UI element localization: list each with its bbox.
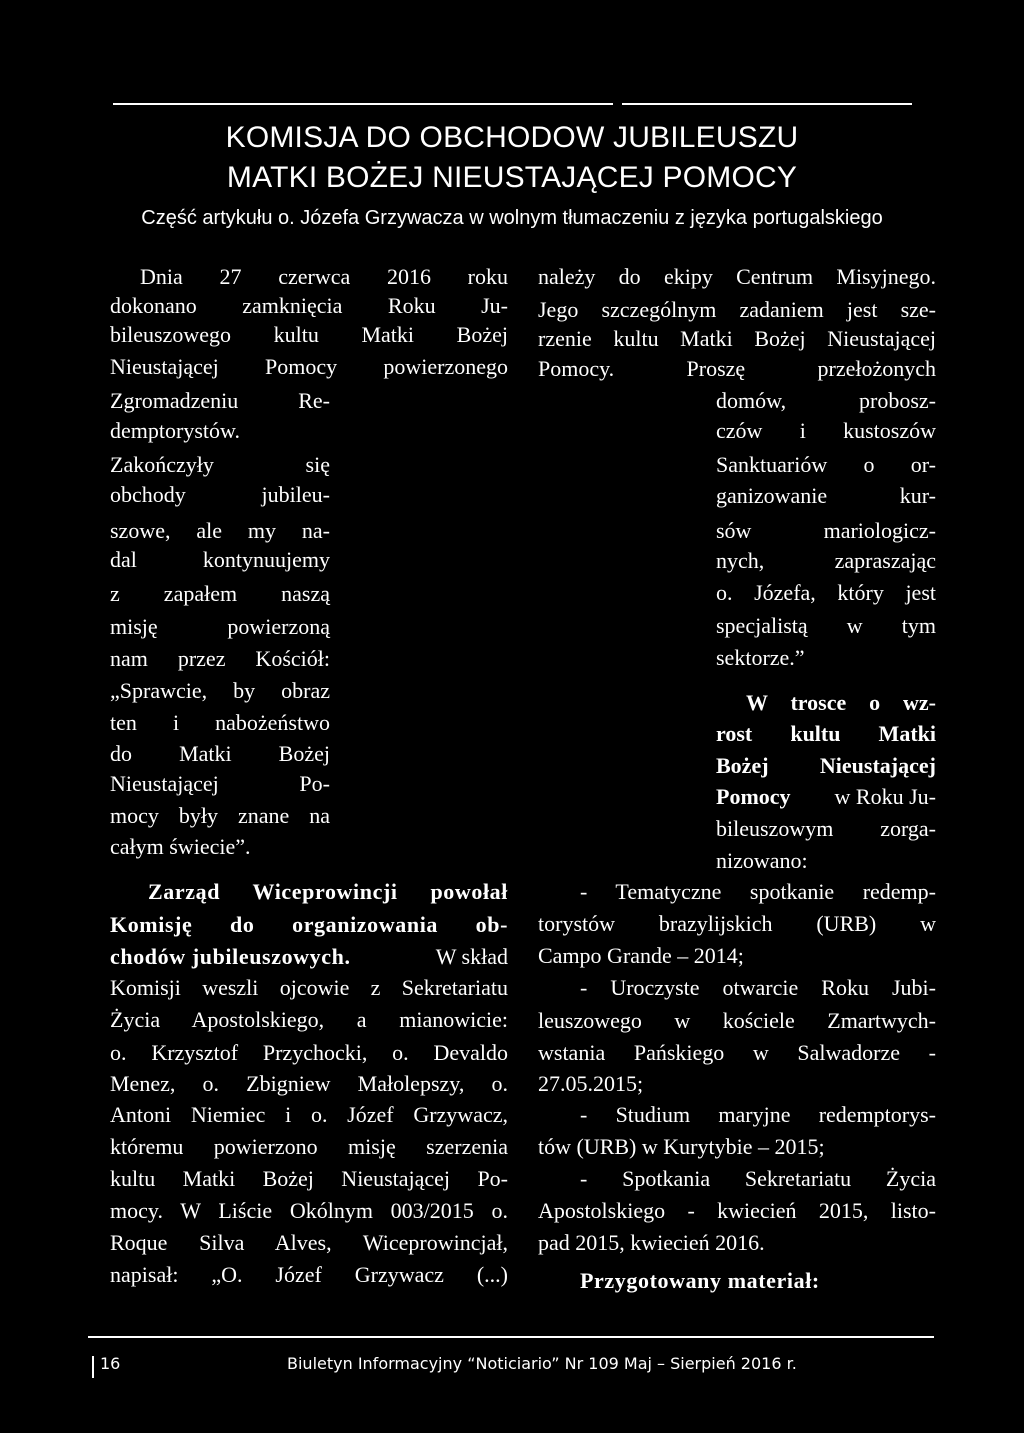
text-line-bold: Przygotowany materiał: (580, 1268, 820, 1293)
text-line: mocy. W Liście Okólnym 003/2015 o. (110, 1198, 508, 1223)
page-title-line-1: KOMISJA DO OBCHODOW JUBILEUSZU (225, 121, 799, 154)
text-line: - Tematyczne spotkanie redemp- (580, 879, 936, 904)
text-line: - Studium maryjne redemptorys- (580, 1102, 936, 1127)
text-line: Antoni Niemiec i o. Józef Grzywacz, (110, 1102, 508, 1127)
text-line: ten i nabożeństwo (110, 710, 330, 735)
text-line: Sanktuariów o or- (716, 452, 936, 477)
text-line: leuszowego w kościele Zmartwych- (538, 1008, 936, 1033)
footer-rule (88, 1336, 934, 1338)
text-line-bold: rost kultu Matki (716, 721, 936, 746)
text-line: rzenie kultu Matki Bożej Nieustającej (538, 326, 936, 351)
text-line: nam przez Kościół: (110, 646, 330, 671)
text-line: o. Józefa, który jest (716, 580, 936, 605)
text-line: Campo Grande – 2014; (538, 943, 744, 968)
text-line: Menez, o. Zbigniew Małolepszy, o. (110, 1071, 508, 1096)
page-number: 16 (100, 1354, 121, 1373)
text-line: dokonano zamknięcia Roku Ju- (110, 293, 508, 318)
text-line: tów (URB) w Kurytybie – 2015; (538, 1134, 825, 1159)
text-line: misję powierzoną (110, 614, 330, 639)
text-line: napisał: „O. Józef Grzywacz (...) (110, 1262, 508, 1287)
text-line: Zakończyły się (110, 452, 330, 477)
text-line: całym świecie”. (110, 834, 251, 859)
text-line: mocy były znane na (110, 803, 330, 828)
text-line: pad 2015, kwiecień 2016. (538, 1230, 765, 1255)
text-line: Dnia 27 czerwca 2016 roku (140, 264, 508, 289)
text-line: do Matki Bożej (110, 741, 330, 766)
text-line-bold: W trosce o wz- (746, 690, 936, 715)
text-line: szowe, ale my na- (110, 518, 330, 543)
text-line: 27.05.2015; (538, 1071, 644, 1096)
text-line: Życia Apostolskiego, a mianowicie: (110, 1007, 508, 1032)
text-line: o. Krzysztof Przychocki, o. Devaldo (110, 1040, 508, 1065)
text-line: Roque Silva Alves, Wiceprowincjał, (110, 1230, 508, 1255)
publication-info: Biuletyn Informacyjny “Noticiario” Nr 109 Maj – Sierpień 2016 r. (287, 1354, 797, 1373)
text-line-mixed (716, 782, 936, 811)
bold-run: chodów jubileuszowych. (110, 944, 351, 969)
text-line: - Spotkania Sekretariatu Życia (580, 1166, 936, 1191)
text-line: z zapałem naszą (110, 581, 330, 606)
text-line: Pomocy. Proszę przełożonych (538, 356, 936, 381)
text-line-bold: Komisję do organizowania ob- (110, 912, 508, 937)
text-line: dal kontynuujemy (110, 547, 330, 572)
text-run: W skład (435, 944, 508, 969)
text-line-bold: Bożej Nieustającej (716, 753, 936, 778)
text-line: Nieustającej Po- (110, 771, 330, 796)
text-line: Nieustającej Pomocy powierzonego (110, 354, 508, 379)
footer-bracket (92, 1356, 94, 1378)
text-line: domów, probosz- (716, 388, 936, 413)
top-rule-right (622, 103, 912, 105)
text-line: nizowano: (716, 848, 808, 873)
text-line: Jego szczególnym zadaniem jest sze- (538, 297, 936, 322)
text-line: sów mariologicz- (716, 518, 936, 543)
text-line: specjalistą w tym (716, 613, 936, 638)
text-line: Zgromadzeniu Re- (110, 388, 330, 413)
text-line: ganizowanie kur- (716, 483, 936, 508)
subtitle: Część artykułu o. Józefa Grzywacza w wolnym tłumaczeniu z języka portugalskiego (141, 207, 883, 229)
text-line: wstania Pańskiego w Salwadorze - (538, 1040, 936, 1065)
text-line: bileuszowego kultu Matki Bożej (110, 322, 508, 347)
text-line: któremu powierzono misję szerzenia (110, 1134, 508, 1159)
page-title-line-2: MATKI BOŻEJ NIEUSTAJĄCEJ POMOCY (226, 161, 798, 194)
bold-run: Pomocy (716, 784, 791, 809)
text-line-mixed (110, 942, 508, 971)
text-line: obchody jubileu- (110, 482, 330, 507)
top-rule (113, 103, 613, 105)
text-line-bold: Zarząd Wiceprowincji powołał (148, 879, 508, 904)
text-line: Komisji weszli ojcowie z Sekretariatu (110, 975, 508, 1000)
text-line: nych, zapraszając (716, 548, 936, 573)
text-line: torystów brazylijskich (URB) w (538, 911, 936, 936)
text-line: „Sprawcie, by obraz (110, 678, 330, 703)
text-line: kultu Matki Bożej Nieustającej Po- (110, 1166, 508, 1191)
text-run: w Roku Ju- (834, 784, 936, 809)
text-line: Apostolskiego - kwiecień 2015, listo- (538, 1198, 936, 1223)
text-line: bileuszowym zorga- (716, 816, 936, 841)
text-line: czów i kustoszów (716, 418, 936, 443)
text-line: demptorystów. (110, 418, 240, 443)
text-line: sektorze.” (716, 645, 805, 670)
text-line: należy do ekipy Centrum Misyjnego. (538, 264, 936, 289)
text-line: - Uroczyste otwarcie Roku Jubi- (580, 975, 936, 1000)
